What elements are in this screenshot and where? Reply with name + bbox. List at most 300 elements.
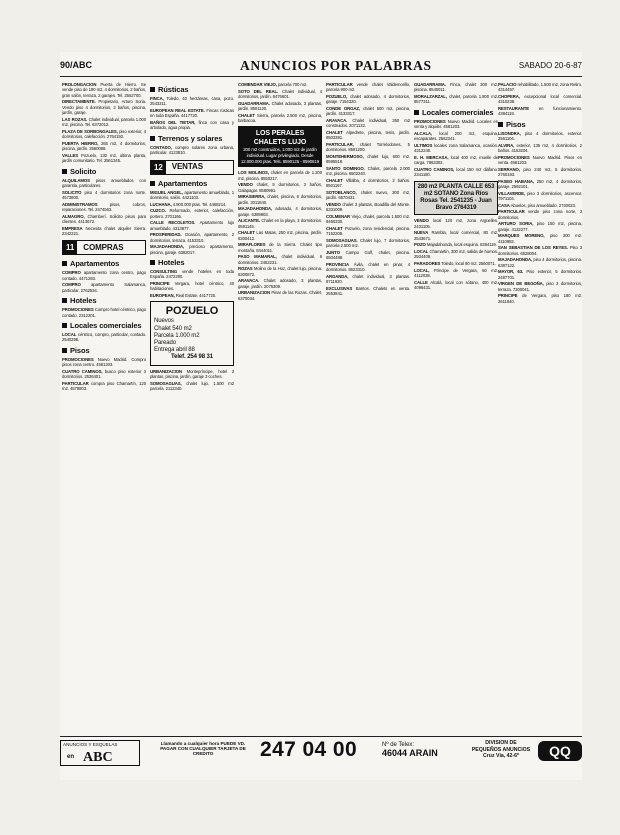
classified-ad — [326, 106, 410, 117]
ad-body: 250 m2, 4 dormitorios, garaje. 2592101. — [498, 178, 582, 190]
ad-keyword: EXCLUSIVAS — [326, 286, 353, 291]
ad-body: piso 4 dormitorios zona norte. 4573800. — [62, 189, 146, 201]
ad-keyword: EUROPEAN, — [150, 293, 175, 299]
classified-ad — [62, 129, 146, 140]
section-heading — [62, 321, 146, 330]
classified-ad — [62, 307, 146, 318]
ad-keyword: MIGUEL ANGEL, — [150, 189, 183, 195]
square-bullet-icon — [62, 298, 67, 303]
ad-keyword: LISONDRA, — [498, 130, 521, 136]
ad-keyword: SOLICITO — [62, 189, 82, 195]
ad-keyword: ROZAS — [238, 266, 253, 272]
section-heading-text: Hoteles — [70, 296, 97, 306]
ad-body: piso 4 dormitorios, piscina. 6387122. — [498, 257, 582, 268]
ad-column — [62, 82, 146, 732]
section-heading — [498, 120, 582, 129]
ad-body: Fincas rústicas en toda España. 4417720. — [150, 108, 234, 119]
ad-keyword: VENDO — [238, 182, 253, 188]
abc-ad-box — [60, 740, 140, 766]
ad-keyword: PRINCIPE — [150, 281, 170, 287]
ad-body: Montepríncipe, hotel 3 plantas, piscina, jardín, garaje 3 coches. — [150, 368, 234, 380]
ad-keyword: DIRECTAMENTE. — [62, 99, 96, 105]
ad-keyword: MAJADAHONDA, — [150, 244, 185, 250]
ad-body: Puerta de Hierro. Se vende piso de 190 m2, 4 dormitorios, 2 baños, gran salón, terraza, 2 garajes. Tel. 2562700. — [62, 82, 146, 98]
classified-ad — [150, 120, 234, 131]
ad-body: local 120 m2, zona Argüelles. 2431105. — [414, 218, 498, 229]
ad-body: Las Matas, 250 m2, piscina, jardín. 6300412. — [238, 230, 322, 241]
classified-ad — [150, 232, 234, 243]
ad-body: Alpedrete, piscina, tenis, jardín. 8503391. — [326, 130, 410, 141]
classified-ad — [498, 269, 582, 280]
classified-ad — [238, 290, 322, 301]
footer-left-caption: ANUNCIOS Y ESQUELAS — [63, 742, 118, 747]
ad-column — [326, 82, 410, 732]
ad-keyword: MONTEHERMOSO, — [326, 154, 364, 159]
classified-ad — [414, 119, 498, 130]
section-heading-text: Pisos — [506, 119, 526, 129]
classified-ad — [498, 155, 582, 166]
telex-label: Nº de Telex: — [382, 742, 415, 748]
ad-keyword: PARTICULAR — [62, 380, 89, 386]
ad-body: exterior, 135 m2, 4 dormitorios, 2 baños. 4153204. — [498, 142, 582, 154]
ad-keyword: LOS MOLINOS, — [238, 170, 269, 176]
ad-body: chalet nuevo, 300 m2, jardín. 6570431. — [326, 190, 410, 201]
classified-ad — [326, 178, 410, 189]
section-heading-text: Locales comerciales — [70, 321, 142, 331]
ad-body: Viejo, chalet, parcela 1.500 m2. 8450330. — [326, 214, 410, 225]
ad-body: Molino de la Hoz, chalet lujo, piscina. 6300872. — [238, 266, 322, 277]
ad-body: piso 150 m2, piscina, garaje. 4132277. — [498, 221, 582, 232]
ad-keyword: CHALET — [326, 178, 343, 183]
classified-ad — [498, 191, 582, 202]
classified-ad — [238, 230, 322, 241]
classified-ad — [498, 233, 582, 244]
ad-keyword: COMPRO — [62, 270, 81, 276]
classified-ad — [62, 141, 146, 152]
classified-ad — [326, 118, 410, 129]
ad-keyword: PARTICULAR — [498, 209, 525, 215]
classified-ad — [326, 202, 410, 213]
ad-body: Rambla, local comercial, 80 m2. 2543671. — [414, 230, 498, 241]
ad-body: piso 3 dormitorios, ascensor. 7971104. — [498, 190, 582, 202]
ad-column — [414, 82, 498, 732]
classified-ad — [326, 166, 410, 177]
page-header — [60, 60, 582, 74]
ad-column — [238, 82, 322, 732]
ad-body: Nuevo Madrid. Pisos en venta. 4581203. — [498, 154, 582, 166]
footer-division: DIVISION DE PEQUEÑOS ANUNCIOS Cruz Vía, 42-6º — [471, 740, 531, 759]
ad-body: Chalet, parcela 2.000 m2, piscina. 6502240. — [326, 166, 410, 177]
ad-body: Reformado, exterior, calefacción, portero. 2701166. — [150, 208, 234, 219]
display-ad-pozuelo — [150, 301, 234, 365]
classified-ad — [150, 269, 234, 280]
classified-ad — [238, 278, 322, 289]
ad-keyword: ARTURO SORIA, — [498, 221, 534, 227]
classified-ad — [238, 113, 322, 124]
ad-body: rehabilitado, 1.500 m2, zona Retiro. 4314457. — [498, 82, 582, 93]
classified-ad — [150, 220, 234, 231]
ad-keyword: POZUELO, — [326, 94, 348, 99]
section-heading-text: Solicito — [70, 166, 97, 176]
ad-keyword: ARAVACA. — [326, 118, 348, 123]
classified-ad — [498, 106, 582, 117]
section-heading — [62, 167, 146, 176]
ad-keyword: CUZCO. — [150, 208, 166, 214]
ad-keyword: SAN SEBASTIAN DE LOS REYES. — [498, 245, 568, 251]
classified-ad — [414, 268, 498, 279]
square-bullet-icon — [150, 260, 155, 265]
ad-body: Nuevo Madrid. Locales en venta y alquiler. 4581203. — [414, 118, 498, 130]
ad-keyword: ADMINISTRAMOS — [62, 201, 98, 207]
ad-body: chalet individual, 3 plantas. 8711920. — [326, 274, 410, 285]
ad-body: 265 m2, 4 dormitorios, piscina, jardín. 2560088. — [62, 140, 146, 152]
classified-ad — [150, 381, 234, 392]
classified-ad — [498, 82, 582, 93]
classified-ad — [150, 202, 234, 207]
classified-ad — [414, 249, 498, 260]
classified-ad — [238, 89, 322, 100]
ad-keyword: CHALET — [326, 226, 343, 231]
section-heading — [414, 108, 498, 117]
section-heading — [150, 258, 234, 267]
ad-body: piso 3 dormitorios, terraza. 7300041. — [498, 281, 582, 292]
classified-ad — [238, 82, 322, 87]
classified-ad — [62, 226, 146, 237]
ad-body: Pinar de las Rozas. Chalet. 6370034. — [238, 290, 322, 301]
classified-ad — [238, 206, 322, 217]
classified-ad — [498, 131, 582, 142]
ad-keyword: PALACIO — [498, 82, 517, 87]
ad-body: Abuelos, piso amueblado. 2740023. — [510, 202, 576, 208]
display-ad-line: Nuevos — [154, 318, 174, 325]
ad-keyword: GUADARRAMA. — [238, 100, 270, 106]
ad-body: apartamento zona centro, pago contado. 4471293. — [62, 270, 146, 281]
classified-ad — [414, 261, 498, 266]
ad-body: Chalet en la playa, 3 dormitorios. 6591145. — [238, 218, 322, 229]
ad-body: piso exterior, 4 dormitorios, calefacción. 2764150. — [62, 128, 146, 140]
ad-body: pisos amueblados con garantía, particulares. — [62, 177, 146, 189]
ad-body: céntrico, compro, particular, contado. 2540298. — [62, 332, 146, 343]
ad-keyword: MORALZARZAL, — [414, 94, 447, 99]
ad-body: adosado, 4 dormitorios, garaje. 6389903. — [238, 206, 322, 217]
classified-ad — [498, 221, 582, 232]
ad-body: chalet adosado, 4 dormitorios, garaje. 7154320. — [326, 94, 410, 105]
classified-ad — [498, 257, 582, 268]
ad-keyword: PARTICULAR — [326, 82, 353, 87]
classified-ad — [414, 131, 498, 142]
ad-body: de la Sierra. Chalet tipo montaña. 8444011. — [238, 242, 322, 253]
classified-ad — [62, 381, 146, 392]
square-bullet-icon — [414, 110, 419, 115]
classified-ad — [62, 117, 146, 128]
ad-body: piso 4 dormitorios, exterior. 2561104. — [498, 130, 582, 142]
ad-body: busco piso exterior 3 dormitorios. 2536401. — [62, 368, 146, 380]
classified-ad — [62, 282, 146, 293]
square-bullet-icon — [62, 169, 67, 174]
page-title: ANUNCIOS POR PALABRAS — [240, 58, 432, 73]
ad-keyword: CUATRO CAMINOS, — [414, 166, 455, 172]
ad-keyword: ALQUILAMOS — [62, 177, 90, 183]
ad-keyword: BAÑOS DEL TIETAR, — [150, 120, 196, 125]
ad-body: local 400 m2, muelle de carga. 7863302. — [414, 154, 498, 166]
classified-ad — [150, 96, 234, 107]
ad-body: chalet en parcela de 1.200 m2, piscina. 8550217. — [238, 170, 322, 181]
classified-ad — [326, 286, 410, 297]
classified-ad — [326, 274, 410, 285]
section-heading — [150, 134, 234, 143]
ad-body: Chalet individual, parcela 1.000 m2, piscina. Tel. 6372012. — [62, 116, 146, 128]
ad-body: Sierra, parcela 2.500 m2, piscina, barbacoa. — [238, 112, 322, 123]
abc-logo: ABC — [83, 750, 113, 765]
ad-keyword: URBANIZACION — [150, 368, 182, 374]
ad-keyword: PASEO HABANA, — [498, 178, 535, 184]
ad-keyword: CHALET — [238, 230, 255, 236]
ad-keyword: PROSPERIDAD. — [150, 232, 182, 238]
display-ad-line: Parcela 1.000 m2 — [154, 332, 200, 339]
ad-body: pisos, cobros, reparaciones. Tel. 2474563. — [62, 201, 146, 213]
section-heading-text: Hoteles — [158, 258, 185, 268]
ad-body: piso 200 m2. 4110982. — [498, 233, 582, 244]
ad-keyword: FINCA, — [150, 96, 164, 101]
classified-ad — [150, 244, 234, 255]
ad-keyword: CHALET — [238, 112, 255, 118]
classified-ad — [326, 250, 410, 261]
ad-keyword: SANTO DOMINGO. — [326, 166, 365, 171]
ad-keyword: PASO MAMARAL, — [238, 254, 277, 260]
ad-keyword: URBANIZACION — [238, 290, 270, 296]
classified-ad — [238, 194, 322, 205]
classified-ad — [326, 238, 410, 249]
classified-ad — [238, 182, 322, 193]
ad-body: Real Estate. 4417720. — [175, 293, 217, 299]
classified-ad — [62, 214, 146, 225]
ad-keyword: CALLE RECOLETOS. — [150, 220, 196, 226]
ad-keyword: PRINCIPE — [498, 293, 518, 299]
ad-keyword: RESTAURANTE — [498, 106, 530, 111]
ad-body: chalet 3 plantas, Boadilla del Monte. 6331009. — [326, 202, 410, 213]
ad-keyword: COLMENAR — [326, 214, 351, 219]
footer-telex — [382, 741, 438, 757]
footer-rule — [60, 736, 582, 737]
ad-keyword: VENDO — [326, 202, 341, 207]
classified-ad — [238, 218, 322, 229]
ad-body: Ávila, chalet en pinar, 4 dormitorios. 8623310. — [326, 262, 410, 273]
ad-body: Piso 3 dormitorios. 6528004. — [498, 245, 582, 256]
classified-ad — [326, 214, 410, 225]
classified-ad — [326, 142, 410, 153]
classified-ad — [62, 190, 146, 201]
section-heading-text: Apartamentos — [70, 259, 120, 269]
ad-keyword: PLAZA DE SORBONGALES, — [62, 128, 118, 134]
classified-ad — [238, 266, 322, 277]
section-heading — [150, 179, 234, 188]
section-heading — [150, 85, 234, 94]
classified-ad — [150, 145, 234, 156]
ad-keyword: PROMOCIONES — [62, 356, 94, 362]
classified-ad — [326, 82, 410, 93]
ad-body: Campo Golf, chalet, piscina. 6504488. — [326, 250, 410, 261]
ad-body: chalet 500 m2, piscina, jardín. 4133317. — [326, 106, 410, 117]
page-footer — [60, 740, 582, 764]
section-heading — [62, 346, 146, 355]
ad-body: Chalet individual, 4 dormitorios, jardín. 8476601. — [238, 88, 322, 99]
footer-phone: 247 04 00 — [260, 738, 358, 761]
classified-ad — [414, 155, 498, 166]
section-heading-text: Locales comerciales — [422, 107, 494, 117]
classified-ad — [414, 218, 498, 229]
footer-logo: QQ — [538, 741, 582, 761]
category-number: 12 — [151, 161, 166, 174]
ad-keyword: ALMAGRO, — [62, 213, 85, 219]
ad-body: Chamartín, 300 m2, salida de humos. 2504409. — [414, 249, 498, 260]
ad-keyword: EUROPEAN REAL ESTATE. — [150, 108, 205, 113]
ad-keyword: JUNTO — [326, 250, 340, 255]
display-ad-headline: LOS PERALES CHALETS LUJO — [253, 130, 307, 147]
section-heading-text: Pisos — [70, 345, 90, 355]
section-heading — [62, 259, 146, 268]
section-heading — [62, 296, 146, 305]
ad-body: Villalba, 4 dormitorios, 2 baños. 8501167. — [326, 178, 410, 189]
classified-ad — [238, 170, 322, 181]
ad-body: Compro hotel céntrico, pago contado. 2312201. — [62, 307, 146, 318]
ad-keyword: CONSULTING — [150, 269, 178, 275]
ad-keyword: ARAVACA. — [238, 278, 260, 284]
classified-ad — [62, 153, 146, 164]
ad-body: Piso exterior, 5 dormitorios. 2487701. — [498, 269, 582, 280]
classified-ad — [326, 94, 410, 105]
ad-body: Chamberí. Solicito pisos para clientes. 4413672. — [62, 213, 146, 225]
classified-ad — [62, 369, 146, 380]
ad-keyword: PROLONGACION — [62, 82, 97, 87]
ad-keyword: E. H. MERCASA, — [414, 154, 449, 160]
ad-keyword: PARADORES — [414, 261, 441, 267]
category-box — [62, 240, 146, 255]
ad-keyword: SOMOSAGUAS. — [326, 238, 358, 243]
ad-body: Pozuelo, zona residencial, piscina. 7152208. — [326, 226, 410, 237]
classified-ad — [498, 179, 582, 190]
ad-keyword: SOTOBLANCO, — [326, 190, 357, 195]
display-ad-line: Entrega abril 88 — [154, 347, 195, 354]
classified-ad — [326, 130, 410, 141]
ad-keyword: VENDO — [414, 218, 429, 224]
ad-keyword: ALVIRA, — [498, 142, 515, 148]
ad-body: vende piso zona norte, 3 dormitorios. — [498, 209, 582, 220]
classified-ad — [498, 209, 582, 220]
display-ad-line: Pareado — [154, 340, 176, 347]
display-ad-phone: Telef. 254 98 31 — [171, 354, 213, 361]
ad-keyword: ALCALA, — [414, 130, 433, 136]
ad-body: vende chalet Valdemorillo, parcela 900 m2. — [326, 82, 410, 93]
classified-ad — [62, 99, 146, 115]
display-ad-black — [238, 126, 322, 167]
ad-keyword: ARGANDA, — [326, 274, 349, 279]
ad-body: Propietario, Arturo Soria. Vendo piso 4 dormitorios, 2 baños, piscina, jardín, garaje. — [62, 99, 146, 116]
ad-body: Toledo, 40 hectáreas, casa, pozo. 2543311. — [150, 96, 234, 107]
ad-body: Chalet individual, 350 m2 construidos. 2071122. — [326, 118, 410, 129]
ad-keyword: GUADARRAMA. — [414, 82, 446, 87]
ad-body: vende hoteles en toda España. 2472290. — [150, 269, 234, 280]
header-rule — [60, 76, 582, 77]
ad-keyword: ALICANTE. — [238, 218, 261, 224]
classified-ad — [498, 94, 582, 105]
classified-ad — [62, 357, 146, 368]
ad-body: locales zona Salamanca, ocasión. 4312240. — [414, 142, 498, 154]
classified-ad — [414, 143, 498, 154]
ad-body: Apartamento lujo amueblado. 4313877. — [150, 220, 234, 231]
ad-body: en funcionamiento. 4384119. — [498, 106, 582, 117]
classified-ad — [62, 270, 146, 281]
classified-ad — [238, 101, 322, 112]
ad-keyword: EMPRESA — [62, 225, 83, 231]
ad-keyword: LOCAL, — [414, 267, 430, 273]
ad-keyword: SERRANO, — [498, 166, 520, 172]
classified-ad — [238, 254, 322, 265]
classified-ad — [414, 94, 498, 105]
square-bullet-icon — [62, 323, 67, 328]
ad-body: Príncipe de Vergara, 60 m2. 4112038. — [414, 267, 498, 279]
ad-body: Finca, chalet 300 m2, piscina. 8540011. — [414, 82, 498, 93]
ad-keyword: PARTICULAR, — [326, 142, 354, 147]
ad-body: excepcional local comercial. 4310238. — [498, 94, 582, 105]
ad-keyword: CASA — [498, 202, 510, 208]
ad-body: finca con casa y arbolado, agua propia. — [150, 120, 234, 131]
ad-column — [150, 82, 234, 732]
classified-ad — [150, 369, 234, 380]
classified-ad — [62, 82, 146, 98]
display-ad-text: 200 m2 construidos, 1.000 m2 de jardín individual. Lugar privilegiado. Desde 12.000.000 ptas. Tels. 8590125 - 8590619 — [240, 147, 320, 164]
ad-keyword: PROMOCIONES — [414, 118, 446, 124]
ad-body: Vergara, hotel céntrico, 40 habitaciones. — [150, 281, 234, 292]
square-bullet-icon — [62, 261, 67, 266]
square-bullet-icon — [150, 87, 155, 92]
classified-ad — [498, 245, 582, 256]
classified-ad — [414, 242, 498, 247]
classified-ad — [414, 167, 498, 178]
ad-keyword: COMPRO — [62, 282, 81, 288]
classified-ad — [150, 190, 234, 201]
category-label: COMPRAS — [83, 242, 124, 252]
ad-keyword: CHOPERA, — [498, 94, 520, 99]
ad-keyword: COMENDAR VIEJO, — [238, 82, 277, 87]
classified-ad — [498, 281, 582, 292]
ad-keyword: CUATRO CAMINOS, — [62, 368, 103, 374]
classified-ad — [326, 190, 410, 201]
ad-column — [498, 82, 582, 732]
ad-body: Necesita chalet alquiler Sierra. 2342221. — [62, 225, 146, 237]
category-label: VENTAS — [171, 162, 203, 172]
classified-ad — [498, 143, 582, 154]
square-bullet-icon — [62, 348, 67, 353]
ad-body: 4.900.000 ptas. Tel. 4468214. — [172, 201, 227, 207]
ad-body: local 200 m2, esquina, escaparates. 2562341. — [414, 130, 498, 142]
ad-body: apartamento Salamanca, particular. 2762534. — [62, 282, 146, 293]
ad-body: compra piso Chamartín, 120 m2. 4578803. — [62, 380, 146, 392]
classified-ad — [498, 293, 582, 304]
classified-ad — [150, 293, 234, 298]
classified-ad — [414, 230, 498, 241]
ad-body: Ocasión, apartamento, 2 dormitorios, terraza. 4153310. — [150, 232, 234, 243]
ad-body: chalet Torrelodones, 5 dormitorios. 8591200. — [326, 142, 410, 153]
ad-body: chalet individual, 6 dormitorios. 2452231. — [238, 254, 322, 265]
ad-keyword: SOTO DEL REAL. — [238, 88, 279, 94]
ad-body: Chalet adosado, 3 plantas, jardín. 8501120. — [238, 100, 322, 111]
ad-keyword: LUCHANA, — [150, 201, 172, 207]
telex-number: 46044 ARAIN — [382, 748, 438, 758]
ad-body: local 150 m2 diáfano. 2341180. — [414, 166, 498, 178]
ad-body: chalet lujo, 600 m2. 8595518. — [326, 154, 410, 165]
ad-keyword: MAJADAHONDA, — [238, 206, 273, 212]
ad-body: chalet, piscina, 6 dormitorios, jardín. 2011840. — [238, 194, 322, 205]
